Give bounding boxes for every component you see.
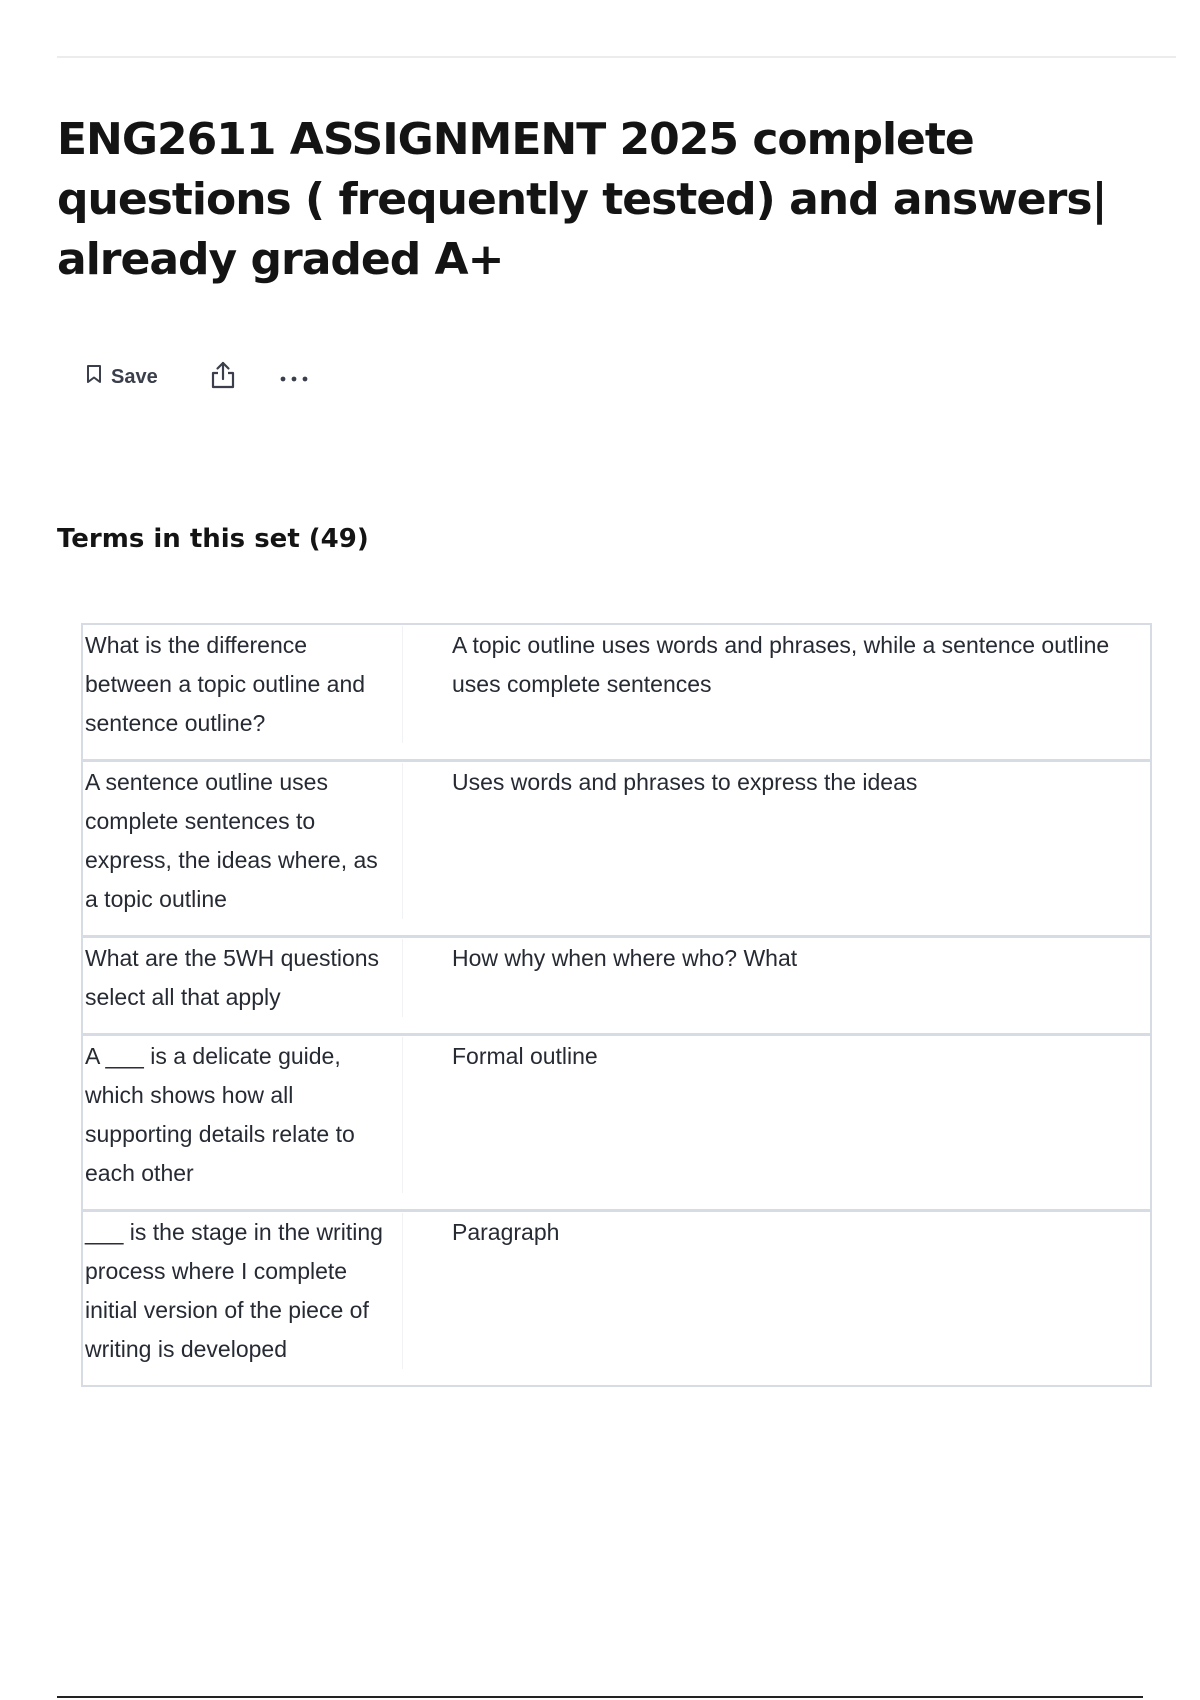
save-label: Save <box>111 365 158 388</box>
term-answer: Formal outline <box>452 1043 598 1069</box>
term-row <box>83 625 1150 759</box>
term-question: What is the difference between a topic outline and sentence outline? <box>83 626 403 743</box>
term-answer: Paragraph <box>452 1219 560 1245</box>
terms-list <box>81 623 1152 1387</box>
page-title: ENG2611 ASSIGNMENT 2025 complete questions ( frequently tested) and answers| already graded A+ <box>57 114 1107 285</box>
share-icon <box>209 360 237 394</box>
term-row <box>83 759 1150 935</box>
term-row <box>83 1209 1150 1385</box>
term-question: A sentence outline uses complete sentences to express, the ideas where, as a topic outline <box>83 763 403 919</box>
terms-heading: Terms in this set (49) <box>57 524 369 554</box>
term-question: What are the 5WH questions select all that apply <box>83 939 403 1017</box>
term-row <box>83 935 1150 1033</box>
term-answer: Uses words and phrases to express the ideas <box>452 769 918 795</box>
term-question: A ___ is a delicate guide, which shows how all supporting details relate to each other <box>83 1037 403 1193</box>
toolbar <box>86 357 309 397</box>
more-options-button[interactable] <box>279 368 309 387</box>
bottom-divider <box>57 1696 1143 1698</box>
term-answer: How why when where who? What <box>452 945 798 971</box>
top-divider <box>57 56 1176 58</box>
share-button[interactable] <box>209 360 237 394</box>
save-button[interactable] <box>86 364 158 390</box>
term-answer: A topic outline uses words and phrases, while a sentence outline uses complete sentences <box>452 632 1110 697</box>
term-row <box>83 1033 1150 1209</box>
more-icon <box>279 368 309 387</box>
bookmark-icon <box>86 364 102 390</box>
term-question: ___ is the stage in the writing process where I complete initial version of the piece of writing is developed <box>83 1213 403 1369</box>
